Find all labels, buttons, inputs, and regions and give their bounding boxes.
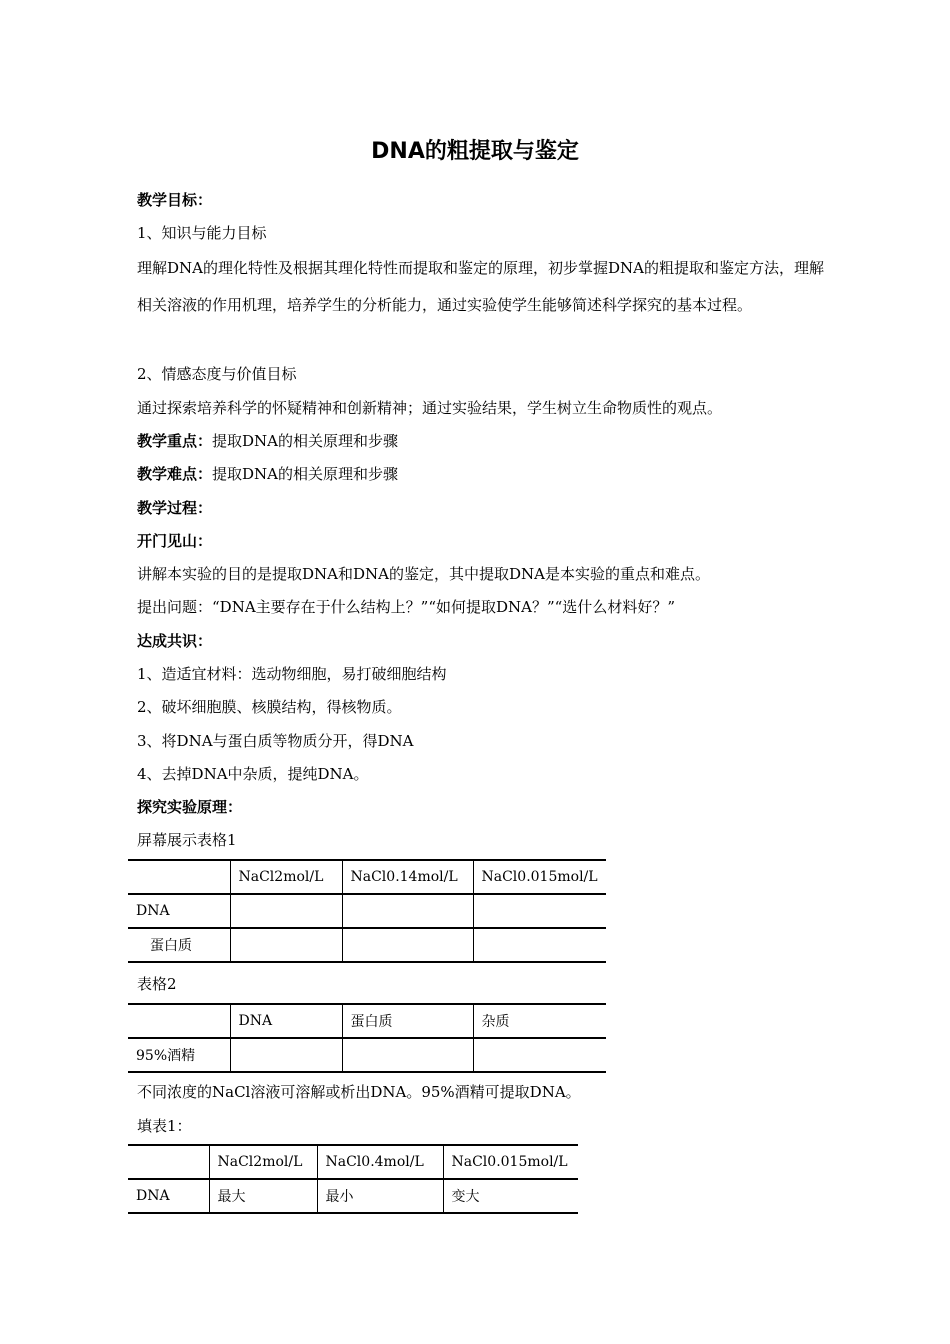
table-cell bbox=[342, 894, 473, 928]
table2 bbox=[128, 1003, 606, 1073]
goal2-heading: 2、情感态度与价值目标 bbox=[137, 365, 297, 383]
table-cell bbox=[473, 928, 606, 962]
principle-heading: 探究实验原理： bbox=[137, 798, 243, 816]
table-cell bbox=[230, 1038, 342, 1072]
table-row bbox=[128, 1038, 606, 1072]
table-row bbox=[128, 1179, 578, 1213]
table-cell: NaCl2mol/L bbox=[209, 1145, 317, 1179]
table-cell bbox=[342, 928, 473, 962]
table-cell: NaCl0.015mol/L bbox=[443, 1145, 578, 1179]
table-cell: NaCl0.14mol/L bbox=[342, 860, 473, 894]
difficulty-label: 教学难点： bbox=[137, 465, 213, 483]
consensus-item: 1、造适宜材料：选动物细胞，易打破细胞结构 bbox=[137, 665, 447, 683]
table-cell: DNA bbox=[128, 1179, 209, 1213]
consensus-heading: 达成共识： bbox=[137, 632, 213, 650]
table-cell bbox=[230, 894, 342, 928]
table-cell: 蛋白质 bbox=[342, 1004, 473, 1038]
table2-caption: 表格2 bbox=[137, 975, 177, 993]
table-cell: DNA bbox=[230, 1004, 342, 1038]
table-cell: 变大 bbox=[443, 1179, 578, 1213]
conclusion-text: 不同浓度的NaCl溶液可溶解或析出DNA。95%酒精可提取DNA。 bbox=[137, 1083, 581, 1101]
table-cell: NaCl0.015mol/L bbox=[473, 860, 606, 894]
table-cell bbox=[230, 928, 342, 962]
table-row bbox=[128, 928, 606, 962]
key-point-text: 提取DNA的相关原理和步骤 bbox=[212, 432, 399, 450]
table1 bbox=[128, 859, 606, 963]
table-cell: 杂质 bbox=[473, 1004, 606, 1038]
table3 bbox=[128, 1144, 578, 1214]
table-cell: DNA bbox=[128, 894, 230, 928]
table-cell: 最大 bbox=[209, 1179, 317, 1213]
table-cell bbox=[473, 1038, 606, 1072]
fill-caption: 填表1： bbox=[137, 1117, 192, 1135]
table1-caption: 屏幕展示表格1 bbox=[137, 831, 237, 849]
table-row bbox=[128, 860, 606, 894]
table-cell bbox=[128, 1145, 209, 1179]
difficulty bbox=[137, 464, 398, 484]
table-cell: 蛋白质 bbox=[128, 928, 230, 962]
consensus-item: 4、去掉DNA中杂质，提纯DNA。 bbox=[137, 765, 369, 783]
table-row bbox=[128, 1004, 606, 1038]
goal1-heading: 1、知识与能力目标 bbox=[137, 224, 267, 242]
consensus-item: 3、将DNA与蛋白质等物质分开，得DNA bbox=[137, 732, 414, 750]
page-title: DNA的粗提取与鉴定 bbox=[371, 139, 579, 164]
opening-heading: 开门见山： bbox=[137, 532, 213, 550]
table-cell bbox=[473, 894, 606, 928]
consensus-item: 2、破坏细胞膜、核膜结构，得核物质。 bbox=[137, 698, 402, 716]
key-point bbox=[137, 431, 398, 451]
table-row bbox=[128, 894, 606, 928]
table-row bbox=[128, 1145, 578, 1179]
goal1-text: 理解DNA的理化特性及根据其理化特性而提取和鉴定的原理，初步掌握DNA的粗提取和鉴定方法，理解相关溶液的作用机理，培养学生的分析能力，通过实验使学生能够简述科学探究的基本过程。 bbox=[137, 259, 824, 314]
questions-text: 提出问题：“DNA主要存在于什么结构上？”“如何提取DNA？”“选什么材料好？” bbox=[137, 598, 675, 616]
process-heading: 教学过程： bbox=[137, 499, 213, 517]
key-point-label: 教学重点： bbox=[137, 432, 213, 450]
opening-text: 讲解本实验的目的是提取DNA和DNA的鉴定，其中提取DNA是本实验的重点和难点。 bbox=[137, 565, 710, 583]
table-cell: NaCl2mol/L bbox=[230, 860, 342, 894]
table-cell bbox=[128, 1004, 230, 1038]
goal2-text: 通过探索培养科学的怀疑精神和创新精神；通过实验结果，学生树立生命物质性的观点。 bbox=[137, 399, 723, 417]
table-cell: 最小 bbox=[317, 1179, 443, 1213]
difficulty-text: 提取DNA的相关原理和步骤 bbox=[212, 465, 399, 483]
table-cell: NaCl0.4mol/L bbox=[317, 1145, 443, 1179]
goals-heading: 教学目标： bbox=[137, 191, 213, 209]
table-cell bbox=[342, 1038, 473, 1072]
table-cell bbox=[128, 860, 230, 894]
table-cell: 95%酒精 bbox=[128, 1038, 230, 1072]
